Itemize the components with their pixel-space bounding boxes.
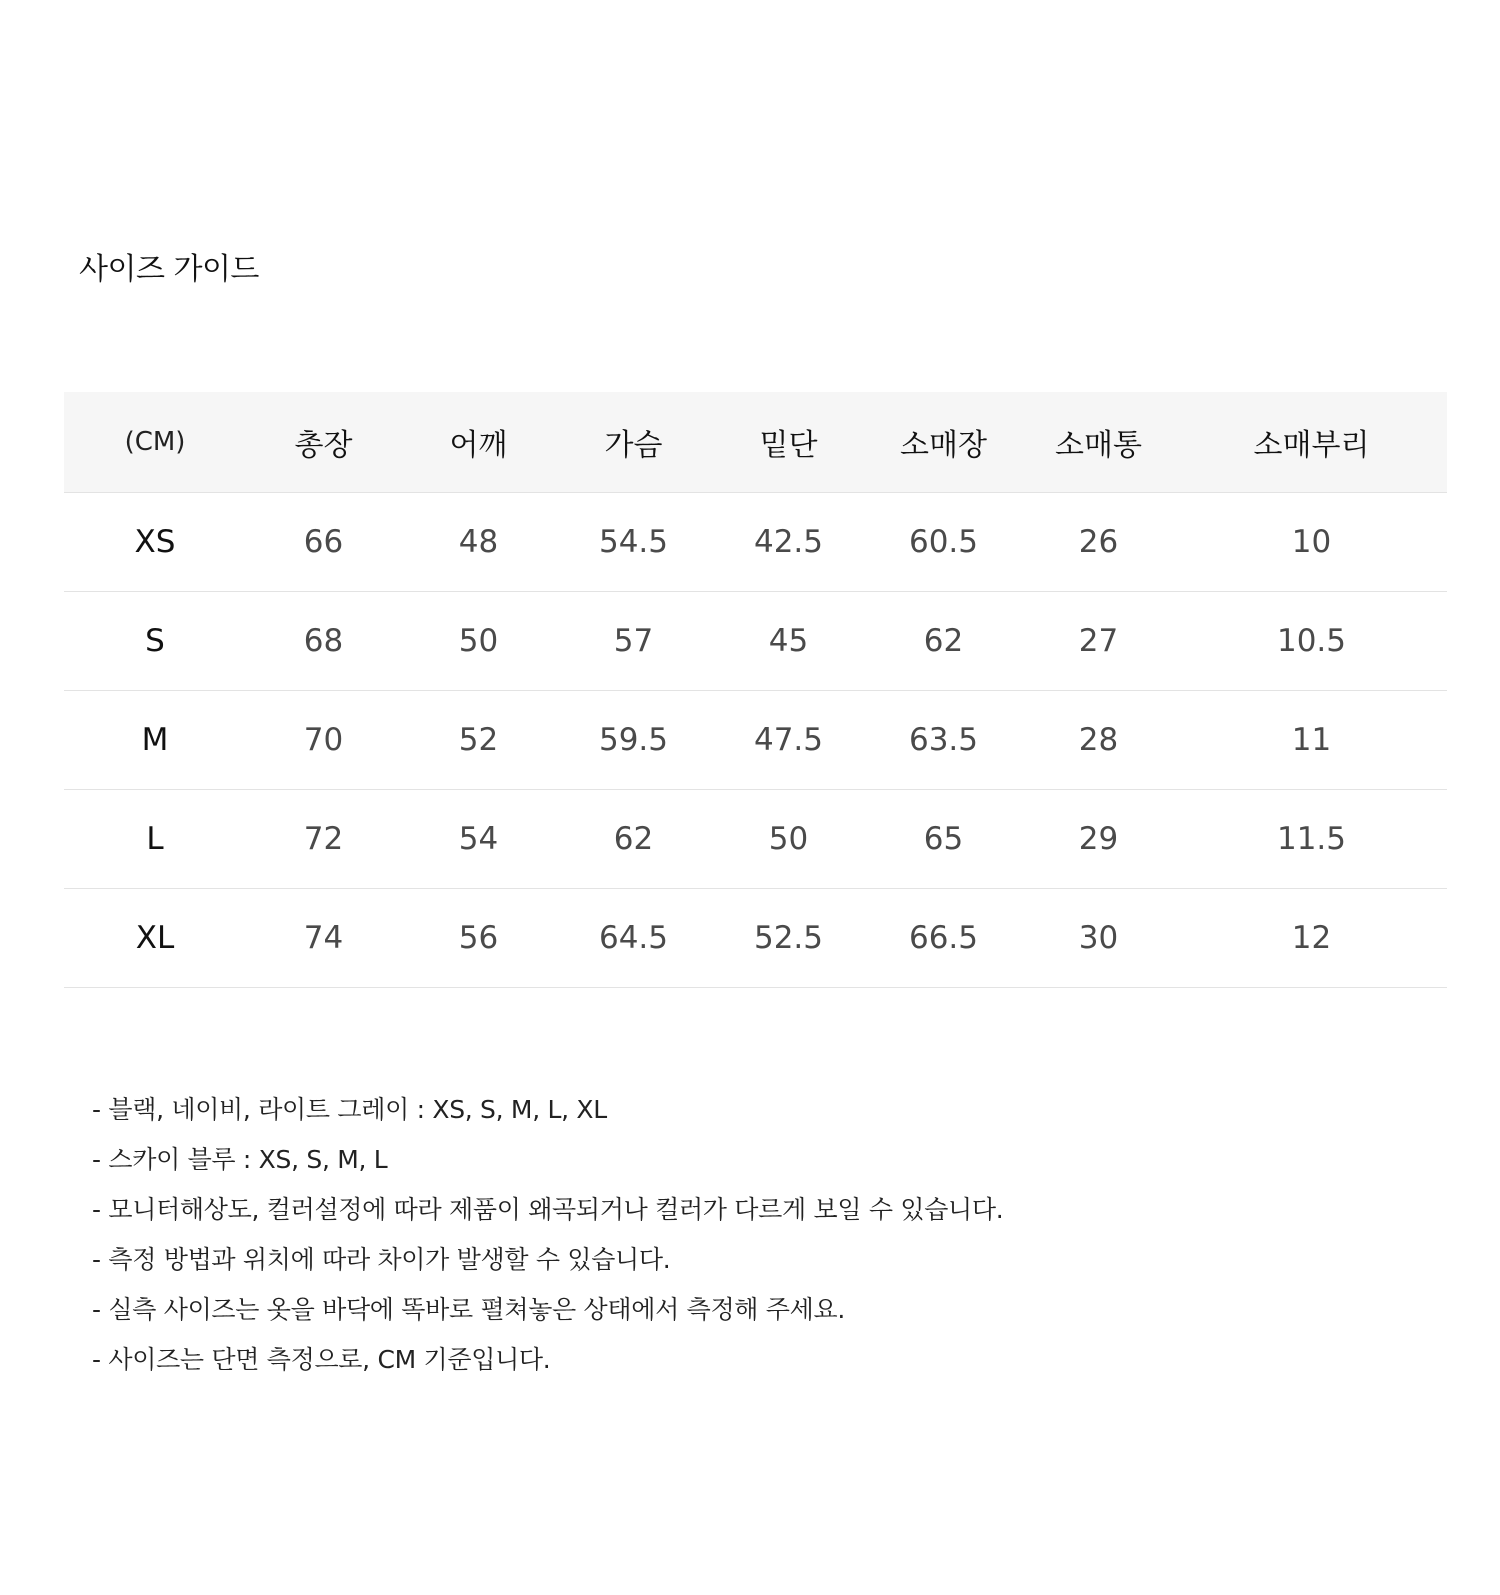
table-cell: 10 xyxy=(1291,523,1332,560)
table-cell: 74 xyxy=(303,919,344,956)
table-cell: 72 xyxy=(303,820,344,857)
table-cell: 66 xyxy=(303,523,344,560)
notes-list xyxy=(92,1085,1003,1385)
table-cell: 66.5 xyxy=(908,919,979,956)
table-cell: 45 xyxy=(768,622,809,659)
table-cell: 26 xyxy=(1078,523,1119,560)
table-cell: 50 xyxy=(458,622,499,659)
table-cell: 64.5 xyxy=(598,919,669,956)
table-cell: 42.5 xyxy=(753,523,824,560)
size-label-cell: XL xyxy=(135,919,175,956)
table-cell: 27 xyxy=(1078,622,1119,659)
size-label-cell: S xyxy=(145,622,165,659)
table-cell: 62 xyxy=(923,622,964,659)
table-cell: 10.5 xyxy=(1276,622,1347,659)
note-item-measurement-method: - 측정 방법과 위치에 따라 차이가 발생할 수 있습니다. xyxy=(92,1245,671,1274)
table-row xyxy=(64,492,1447,591)
table-cell: 52.5 xyxy=(753,919,824,956)
column-header-chest: 가슴 xyxy=(604,427,663,463)
table-cell: 48 xyxy=(458,523,499,560)
column-header-shoulder: 어깨 xyxy=(449,427,508,463)
table-cell: 59.5 xyxy=(598,721,669,758)
table-cell: 12 xyxy=(1291,919,1332,956)
column-header-sleeve-length: 소매장 xyxy=(900,427,987,463)
table-cell: 68 xyxy=(303,622,344,659)
table-cell: 63.5 xyxy=(908,721,979,758)
table-cell: 11 xyxy=(1291,721,1332,758)
table-cell: 11.5 xyxy=(1276,820,1347,857)
column-header-unit: (CM) xyxy=(124,426,186,457)
table-cell: 62 xyxy=(613,820,654,857)
column-header-cuff: 소매부리 xyxy=(1253,427,1370,463)
table-cell: 57 xyxy=(613,622,654,659)
table-cell: 65 xyxy=(923,820,964,857)
table-cell: 54.5 xyxy=(598,523,669,560)
column-header-sleeve-width: 소매통 xyxy=(1055,427,1142,463)
table-cell: 28 xyxy=(1078,721,1119,758)
table-cell: 56 xyxy=(458,919,499,956)
table-row xyxy=(64,690,1447,789)
note-item-colors-full: - 블랙, 네이비, 라이트 그레이 : XS, S, M, L, XL xyxy=(92,1095,607,1124)
size-label-cell: XS xyxy=(134,523,176,560)
column-header-total-length: 총장 xyxy=(294,427,353,463)
table-cell: 70 xyxy=(303,721,344,758)
column-header-hem: 밑단 xyxy=(759,427,818,463)
table-row xyxy=(64,789,1447,888)
table-cell: 47.5 xyxy=(753,721,824,758)
page-title: 사이즈 가이드 xyxy=(79,252,259,287)
table-cell: 29 xyxy=(1078,820,1119,857)
table-cell: 52 xyxy=(458,721,499,758)
table-row xyxy=(64,888,1447,987)
table-cell: 54 xyxy=(458,820,499,857)
size-label-cell: L xyxy=(146,820,164,857)
table-header-row xyxy=(64,392,1447,492)
size-table xyxy=(64,392,1447,988)
note-item-colors-sky-blue: - 스카이 블루 : XS, S, M, L xyxy=(92,1145,388,1174)
size-label-cell: M xyxy=(141,721,169,758)
note-item-monitor: - 모니터해상도, 컬러설정에 따라 제품이 왜곡되거나 컬러가 다르게 보일 수 있습니다. xyxy=(92,1195,1004,1224)
note-item-flat-measure: - 실측 사이즈는 옷을 바닥에 똑바로 펼쳐놓은 상태에서 측정해 주세요. xyxy=(92,1295,845,1324)
table-row xyxy=(64,591,1447,690)
table-cell: 50 xyxy=(768,820,809,857)
note-item-cm-basis: - 사이즈는 단면 측정으로, CM 기준입니다. xyxy=(92,1345,551,1374)
table-cell: 30 xyxy=(1078,919,1119,956)
table-cell: 60.5 xyxy=(908,523,979,560)
